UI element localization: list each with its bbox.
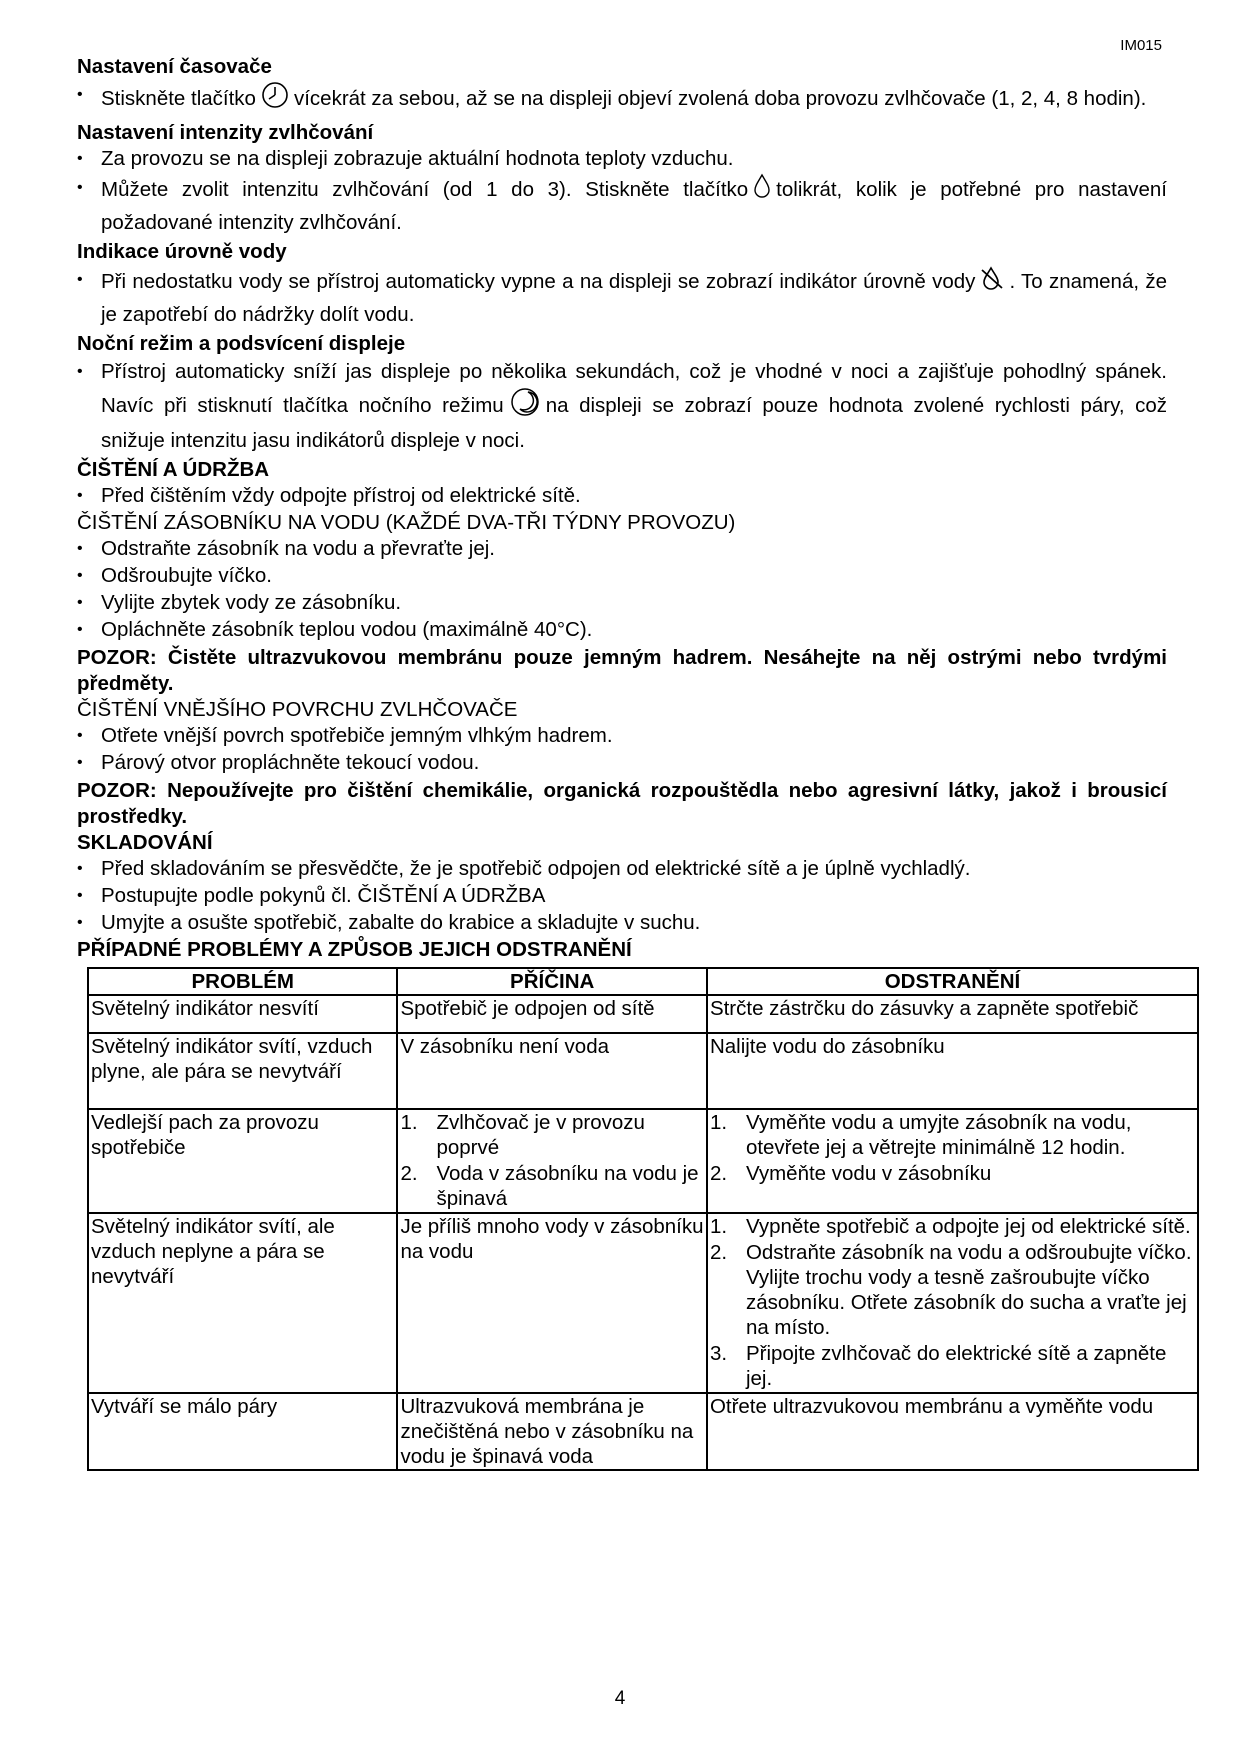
cell-problem: Světelný indikátor nesvítí [88, 995, 397, 1033]
list-item: 3. Připojte zvlhčovač do elektrické sítě a zapněte jej. [710, 1341, 1195, 1391]
document-id: IM015 [1120, 37, 1162, 54]
cell-problem: Světelný indikátor svítí, ale vzduch neplyne a pára se nevytváří [88, 1213, 397, 1393]
list-item: • Odšroubujte víčko. [77, 563, 1167, 589]
text: Při nedostatku vody se přístroj automaticky vypne a na displeji se zobrazí indikátor úrovně vody [101, 269, 976, 293]
storage-list [77, 856, 1167, 936]
column-header-fix: ODSTRANĚNÍ [707, 968, 1198, 995]
table-row [88, 1393, 1198, 1470]
water-list [77, 265, 1167, 330]
list-item: 2. Vyměňte vodu v zásobníku [710, 1161, 1195, 1186]
cell-fix: Nalijte vodu do zásobníku [707, 1033, 1198, 1109]
cleaning-heading: ČIŠTĚNÍ A ÚDRŽBA [77, 458, 270, 481]
list-item: • Párový otvor propláchněte tekoucí vodou. [77, 750, 1167, 776]
list-item: • Otřete vnější povrch spotřebiče jemným vlhkým hadrem. [77, 723, 1167, 749]
storage-heading: SKLADOVÁNÍ [77, 831, 213, 854]
cell-cause [397, 1109, 707, 1213]
droplet-icon [752, 173, 772, 208]
text: . To znamená, že je zapotřebí do nádržky dolít vodu. [101, 269, 1167, 326]
list-item: 1. Zvlhčovač je v provozu poprvé [400, 1110, 704, 1160]
table-row [88, 1033, 1198, 1109]
cell-cause: Spotřebič je odpojen od sítě [397, 995, 707, 1033]
text: vícekrát za sebou, až se na displeji objeví zvolená doba provozu zvlhčovače (1, 2, 4, 8 hodin). [293, 86, 1147, 110]
clock-icon [260, 80, 290, 119]
list-item: 1. Vypněte spotřebič a odpojte jej od elektrické sítě. [710, 1214, 1195, 1239]
list-item: • Za provozu se na displeji zobrazuje aktuální hodnota teploty vzduchu. [77, 146, 1167, 172]
cell-problem: Vedlejší pach za provozu spotřebiče [88, 1109, 397, 1213]
column-header-cause: PŘÍČINA [397, 968, 707, 995]
cell-cause: Ultrazvuková membrána je znečištěná nebo v zásobníku na vodu je špinavá voda [397, 1393, 707, 1470]
text: tolikrát, kolik je potřebné pro nastavení požadované intenzity zvlhčování. [101, 177, 1167, 234]
tank-heading: ČIŠTĚNÍ ZÁSOBNÍKU NA VODU (KAŽDÉ DVA-TŘI TÝDNY PROVOZU) [77, 511, 736, 534]
text: na displeji se zobrazí pouze hodnota zvolené rychlosti páry, což snižuje intenzitu jasu indikátorů displeje v noci. [101, 393, 1167, 452]
night-list [77, 357, 1167, 456]
cell-cause: Je příliš mnoho vody v zásobníku na vodu [397, 1213, 707, 1393]
water-level-icon [979, 265, 1005, 300]
membrane-warning: POZOR: Čistěte ultrazvukovou membránu pouze jemným hadrem. Nesáhejte na něj ostrými nebo tvrdými předměty. [77, 646, 1167, 695]
cell-fix [707, 1109, 1198, 1213]
table-row [88, 1109, 1198, 1213]
cleaning-list [77, 483, 1167, 509]
cell-fix: Strčte zástrčku do zásuvky a zapněte spotřebič [707, 995, 1198, 1033]
list-item: • Umyjte a osušte spotřebič, zabalte do krabice a skladujte v suchu. [77, 910, 1167, 936]
troubleshooting-table [87, 967, 1199, 1471]
list-item: • Vylijte zbytek vody ze zásobníku. [77, 590, 1167, 616]
timer-list [77, 80, 1167, 119]
surface-heading: ČIŠTĚNÍ VNĚJŠÍHO POVRCHU ZVLHČOVAČE [77, 698, 518, 721]
list-item: • Odstraňte zásobník na vodu a převraťte jej. [77, 536, 1167, 562]
column-header-problem: PROBLÉM [88, 968, 397, 995]
content [77, 54, 1192, 1471]
cell-cause: V zásobníku není voda [397, 1033, 707, 1109]
list-item [77, 265, 1167, 330]
surface-list [77, 723, 1167, 776]
list-item: • Před skladováním se přesvědčte, že je spotřebič odpojen od elektrické sítě a je úplně vychladlý. [77, 856, 1167, 882]
night-mode-icon [508, 387, 542, 426]
water-heading: Indikace úrovně vody [77, 240, 287, 263]
list-item [77, 80, 1167, 119]
page-number: 4 [614, 1688, 626, 1709]
cell-fix [707, 1213, 1198, 1393]
night-heading: Noční režim a podsvícení displeje [77, 332, 406, 355]
list-item: • Postupujte podle pokynů čl. ČIŠTĚNÍ A ÚDRŽBA [77, 883, 1167, 909]
list-item [77, 173, 1167, 238]
table-row [88, 1213, 1198, 1393]
timer-heading: Nastavení časovače [77, 55, 272, 78]
text: Můžete zvolit intenzitu zvlhčování (od 1 do 3). Stiskněte tlačítko [101, 177, 749, 201]
table-row [88, 995, 1198, 1033]
text: Přístroj automaticky sníží jas displeje po několika sekundách, což je vhodné v noci a zajišťuje pohodlný spánek. Navíc při stisknutí tlačítka nočního režimu [101, 360, 1167, 417]
text: Stiskněte tlačítko [101, 86, 256, 110]
cell-problem: Světelný indikátor svítí, vzduch plyne, ale pára se nevytváří [88, 1033, 397, 1109]
intensity-list [77, 146, 1167, 238]
tank-list [77, 536, 1167, 643]
list-item: • Opláchněte zásobník teplou vodou (maximálně 40°C). [77, 617, 1167, 643]
list-item: 2. Voda v zásobníku na vodu je špinavá [400, 1161, 704, 1211]
cell-fix: Otřete ultrazvukovou membránu a vyměňte vodu [707, 1393, 1198, 1470]
list-item [77, 357, 1167, 456]
troubleshooting-heading: PŘÍPADNÉ PROBLÉMY A ZPŮSOB JEJICH ODSTRANĚNÍ [77, 938, 632, 961]
cell-problem: Vytváří se málo páry [88, 1393, 397, 1470]
chemicals-warning: POZOR: Nepoužívejte pro čištění chemikálie, organická rozpouštědla nebo agresivní látky, jakož i brousicí prostředky. [77, 779, 1167, 828]
intensity-heading: Nastavení intenzity zvlhčování [77, 121, 374, 144]
list-item: • Před čištěním vždy odpojte přístroj od elektrické sítě. [77, 483, 1167, 509]
list-item: 2. Odstraňte zásobník na vodu a odšroubujte víčko. Vylijte trochu vody a tesně zašroubujte víčko zásobníku. Otřete zásobník do sucha a vraťte jej na místo. [710, 1240, 1195, 1340]
table-header-row [88, 968, 1198, 995]
list-item: 1. Vyměňte vodu a umyjte zásobník na vodu, otevřete jej a větrejte minimálně 12 hodin. [710, 1110, 1195, 1160]
